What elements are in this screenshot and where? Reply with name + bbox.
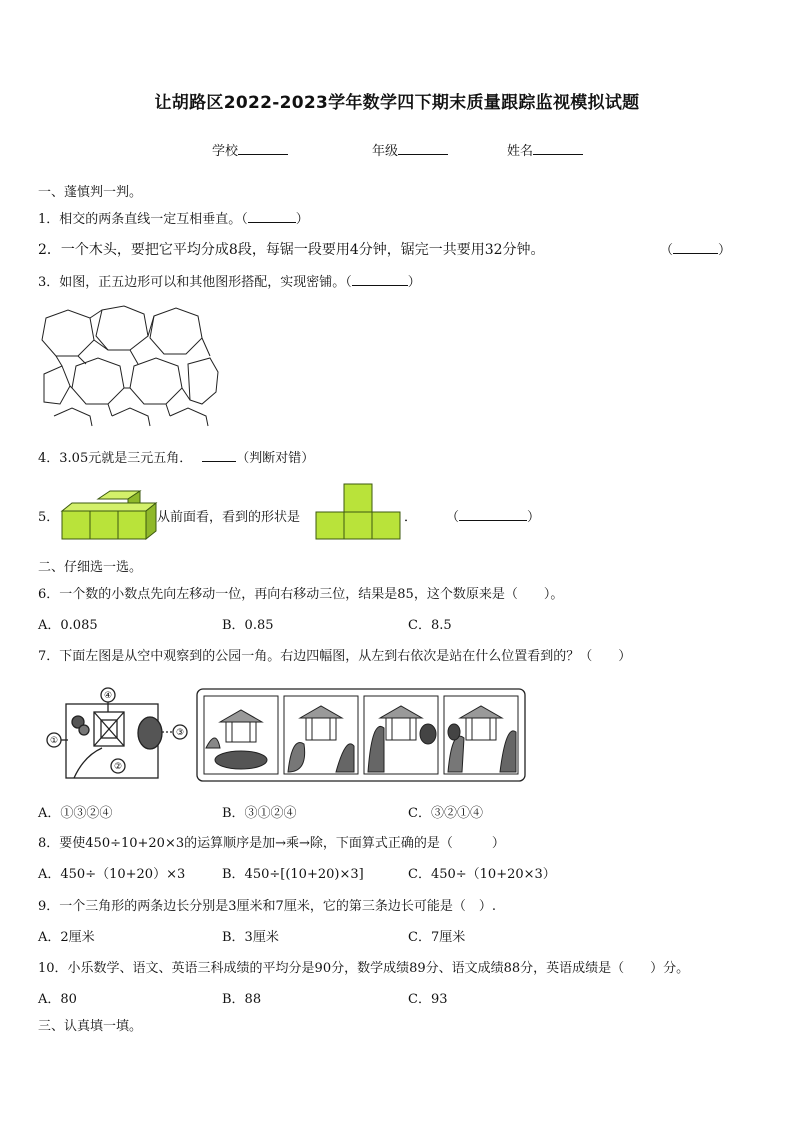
q6-option-b[interactable]: B．0.85 bbox=[222, 618, 274, 633]
q6-option-a[interactable]: A．0.085 bbox=[38, 618, 98, 633]
cube-stack-3d-icon bbox=[60, 493, 156, 541]
q9-option-a[interactable]: A．2厘米 bbox=[38, 930, 95, 945]
question-7: 7．下面左图是从空中观察到的公园一角。右边四幅图，从左到右依次是站在什么位置看到的？（ ） bbox=[38, 649, 632, 664]
answer-blank[interactable] bbox=[459, 509, 527, 521]
map-label-1: ① bbox=[49, 736, 59, 746]
q8-option-c[interactable]: C．450÷（10+20×3） bbox=[408, 867, 556, 882]
question-10: 10．小乐数学、语文、英语三科成绩的平均分是90分，数学成绩89分、语文成绩88分，英语成绩是（ ）分。 bbox=[38, 961, 690, 976]
question-6: 6．一个数的小数点先向左移动一位，再向右移动三位，结果是85，这个数原来是（ ）。 bbox=[38, 587, 564, 602]
q7-option-c[interactable]: C．③②①④ bbox=[408, 806, 483, 821]
question-8: 8．要使450÷10+20×3的运算顺序是加→乘→除，下面算式正确的是（ ） bbox=[38, 836, 505, 851]
page-title: 让胡路区2022-2023学年数学四下期末质量跟踪监视模拟试题 bbox=[154, 93, 640, 113]
answer-blank[interactable] bbox=[352, 274, 408, 286]
q10-option-b[interactable]: B．88 bbox=[222, 992, 262, 1007]
q10-option-a[interactable]: A．80 bbox=[38, 992, 77, 1007]
q9-option-c[interactable]: C．7厘米 bbox=[408, 930, 466, 945]
grade-field[interactable]: 年级 bbox=[372, 140, 448, 159]
pentagon-star-tessellation-icon bbox=[42, 308, 218, 426]
question-5-dot: ． bbox=[404, 510, 418, 525]
pavilion-views-icon bbox=[196, 688, 526, 782]
park-map-icon bbox=[44, 686, 194, 782]
answer-blank[interactable] bbox=[202, 450, 236, 462]
question-9: 9．一个三角形的两条边长分别是3厘米和7厘米，它的第三条边长可能是（ ）. bbox=[38, 899, 496, 914]
q6-option-c[interactable]: C．8.5 bbox=[408, 618, 452, 633]
question-5-number: 5． bbox=[38, 510, 60, 525]
q7-option-b[interactable]: B．③①②④ bbox=[222, 806, 297, 821]
question-3: 3．如图，正五边形可以和其他图形搭配，实现密铺。（ ） bbox=[38, 275, 421, 290]
section-1-heading: 一、蓬慎判一判。 bbox=[38, 185, 143, 200]
map-label-4: ④ bbox=[103, 691, 113, 701]
question-5-answer: （ ） bbox=[446, 510, 541, 525]
question-5-text: 从前面看，看到的形状是 bbox=[157, 510, 301, 525]
map-label-2: ② bbox=[113, 762, 123, 772]
section-3-heading: 三、认真填一填。 bbox=[38, 1019, 143, 1034]
question-2-answer: （ ） bbox=[660, 243, 732, 258]
map-label-3: ③ bbox=[175, 728, 185, 738]
q7-option-a[interactable]: A．①③②④ bbox=[38, 806, 113, 821]
question-2: 2．一个木头，要把它平均分成8段，每锯一段要用4分钟，锯完一共要用32分钟。 bbox=[38, 242, 545, 258]
section-2-heading: 二、仔细选一选。 bbox=[38, 560, 143, 575]
question-4: 4．3.05元就是三元五角． （判断对错） bbox=[38, 451, 315, 466]
name-field[interactable]: 姓名 bbox=[507, 140, 583, 159]
q9-option-b[interactable]: B．3厘米 bbox=[222, 930, 279, 945]
q10-option-c[interactable]: C．93 bbox=[408, 992, 448, 1007]
q8-option-a[interactable]: A．450÷（10+20）×3 bbox=[38, 867, 186, 882]
school-field[interactable]: 学校 bbox=[212, 140, 288, 159]
front-view-shape-icon bbox=[316, 484, 400, 540]
answer-blank[interactable] bbox=[673, 242, 718, 254]
answer-blank[interactable] bbox=[248, 211, 296, 223]
q8-option-b[interactable]: B．450÷[(10+20)×3] bbox=[222, 867, 364, 882]
question-1: 1．相交的两条直线一定互相垂直。（ ） bbox=[38, 212, 309, 227]
